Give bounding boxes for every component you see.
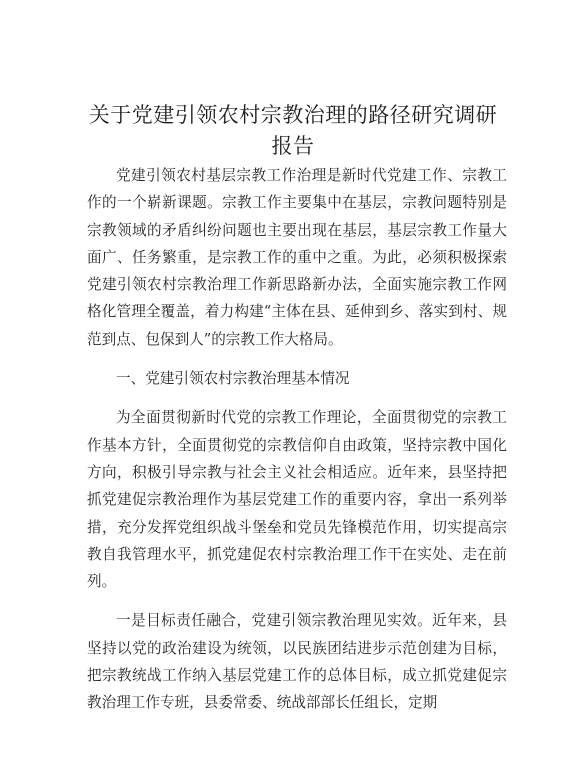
point-paragraph: 一是目标责任融合，党建引领宗教治理见实效。近年来，县坚持以党的政治建设为统领，以民族团结进步示范创建为目标，把宗教统战工作纳入基层党建工作的总体目标，成立抓党建促宗教治理工作专班，县委常委、统战部部长任组长，定期 bbox=[87, 612, 507, 712]
section-paragraph: 为全面贯彻新时代党的宗教工作理论，全面贯彻党的宗教工作基本方针，全面贯彻党的宗教信仰自由政策，坚持宗教中国化方向，积极引导宗教与社会主义社会相适应。近年来，县坚持把抓党建促宗教治理作为基层党建工作的重要内容，拿出一系列举措，充分发挥党组织战斗堡垒和党员先锋模范作用，切实提高宗教自我管理水平，抓党建促农村宗教治理工作干在实处、走在前列。 bbox=[87, 409, 507, 591]
intro-paragraph: 党建引领农村基层宗教工作治理是新时代党建工作、宗教工作的一个崭新课题。宗教工作主要集中在基层，宗教问题特别是宗教领域的矛盾纠纷问题也主要出现在基层，基层宗教工作量大面广、任务繁重，是宗教工作的重中之重。为此，必须积极探索党建引领农村宗教治理工作新思路新办法，全面实施宗教工作网格化管理全覆盖，着力构建“主体在县、延伸到乡、落实到村、规范到点、包保到人”的宗教工作大格局。 bbox=[87, 167, 507, 348]
section-heading: 一、党建引领农村宗教治理基本情况 bbox=[116, 370, 350, 388]
document-body bbox=[87, 162, 507, 717]
document-title: 关于党建引领农村宗教治理的路径研究调研报告 bbox=[88, 103, 498, 158]
